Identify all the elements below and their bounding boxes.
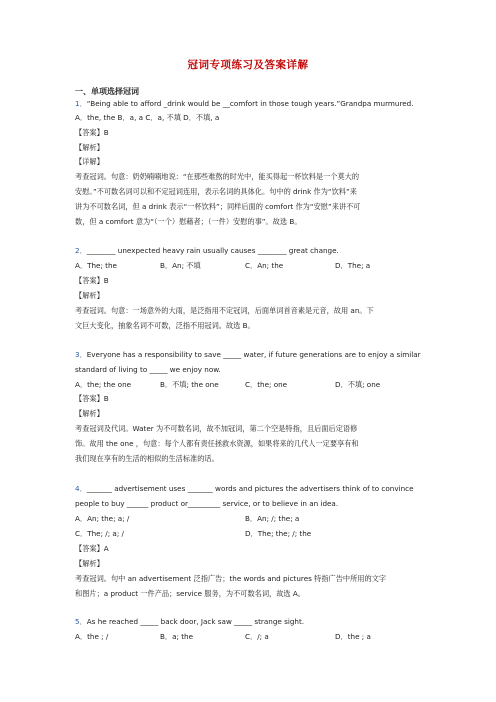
question-2-option-c: C．An; the [245,261,284,270]
question-3-option-b: B．不填; the one [160,380,219,389]
question-3-analysis-label: 【解析】 [75,409,104,418]
question-3-text: Everyone has a responsibility to save _____ water, if future generations are to enjoy a similar [86,350,421,359]
question-5-option-d: D．the ; a [335,632,371,641]
question-4-answer: 【答案】A [75,544,109,553]
question-2-explanation-line: 考查冠词。句意：一场意外的大雨，是泛指用不定冠词，后面单词首音素是元音，故用 an。下 [75,306,374,315]
question-2-option-a: A．The; the [75,261,117,270]
question-3-option-c: C．the; one [245,380,288,389]
question-2-option-b: B．An; 不填 [160,261,201,270]
question-3-number: 3． [75,350,87,359]
question-1-explanation-line: 讲为不可数名词，但 a drink 表示“一杯饮料”；同样后面的 comfort 作为“安慰”来讲不可 [75,202,361,211]
question-1-explanation-line: 数，但 a comfort 意为“（一个）慰藉者；（一件）安慰的事”。故选 B。 [75,217,302,226]
question-1-number: 1． [75,99,87,108]
question-1-detail-label: 【详解】 [75,157,104,166]
question-4-option-d: D．The; the; /; the [245,529,312,538]
question-4-option-c: C．The; /; a; / [75,529,124,538]
question-5 [75,617,304,626]
question-3-answer: 【答案】B [75,394,109,403]
question-1-options: A．the, the B．a, a C．a, 不填 D．不填, a [75,113,220,122]
question-3-text-line: standard of living to _____ we enjoy now. [75,365,221,374]
question-4-number: 4． [75,484,87,493]
question-4-explanation-line: 和图片；a product 一件产品；service 服务，为不可数名词，故选 A。 [75,589,305,598]
question-1-explanation-line: 安慰。”不可数名词可以和不定冠词连用，表示名词的具体化。句中的 drink 作为“饮料”来 [75,187,357,196]
question-4-option-a: A．An; the; a; / [75,514,130,523]
question-1-answer: 【答案】B [75,128,109,137]
question-3-option-a: A．the; the one [75,380,132,389]
question-1-text: “Being able to afford _drink would be __comfort in those tough years.”Grandpa murmured. [86,99,414,108]
question-3-option-d: D．不填; one [335,380,381,389]
question-5-option-b: B．a; the [160,632,194,641]
question-5-text: As he reached _____ back door, Jack saw _____ strange sight. [86,617,305,626]
question-4-text-line: people to buy ______ product or_________ service, or to believe in an idea. [75,499,339,508]
question-2-explanation-line: 文巨大变化，抽象名词不可数，泛指不用冠词。故选 B。 [75,321,255,330]
question-2-text: ________ unexpected heavy rain usually causes ________ great change. [86,246,339,255]
question-3-explanation-line: 我们现在享有的生活的相似的生活标准的话。 [75,454,219,463]
question-4-text: _______ advertisement uses _______ words and pictures the advertisers think of to convince [86,484,414,493]
question-2-option-d: D．The; a [335,261,371,270]
question-2 [75,246,339,255]
question-3 [75,350,421,359]
question-1-explanation-line: 考查冠词。句意：奶奶喃喃地说：“在那些难熬的时光中，能买得起一杯饮料是一个莫大的 [75,172,360,181]
question-1-analysis-label: 【解析】 [75,143,104,152]
question-4 [75,484,414,493]
question-3-explanation-line: 饰。故用 the one ，句意：每个人都有责任拯救水资源，如果将来的几代人一定要享有和 [75,439,359,448]
question-2-answer: 【答案】B [75,276,109,285]
question-2-number: 2． [75,246,87,255]
question-3-explanation-line: 考查冠词及代词。Water 为不可数名词，故不加冠词，第二个空是特指，且后面后定语修 [75,424,358,433]
question-5-option-a: A．the ; / [75,632,109,641]
question-4-option-b: B．An; /; the; a [245,514,300,523]
page-title: 冠词专项练习及答案详解 [187,59,309,71]
question-4-explanation-line: 考查冠词。句中 an advertisement 泛指广告；the words and pictures 特指广告中所用的文字 [75,574,387,583]
question-2-analysis-label: 【解析】 [75,291,104,300]
question-4-analysis-label: 【解析】 [75,559,104,568]
section-heading: 一、单项选择冠词 [75,87,139,96]
question-5-number: 5． [75,617,87,626]
question-5-option-c: C．/; a [245,632,269,641]
question-1 [75,99,414,108]
